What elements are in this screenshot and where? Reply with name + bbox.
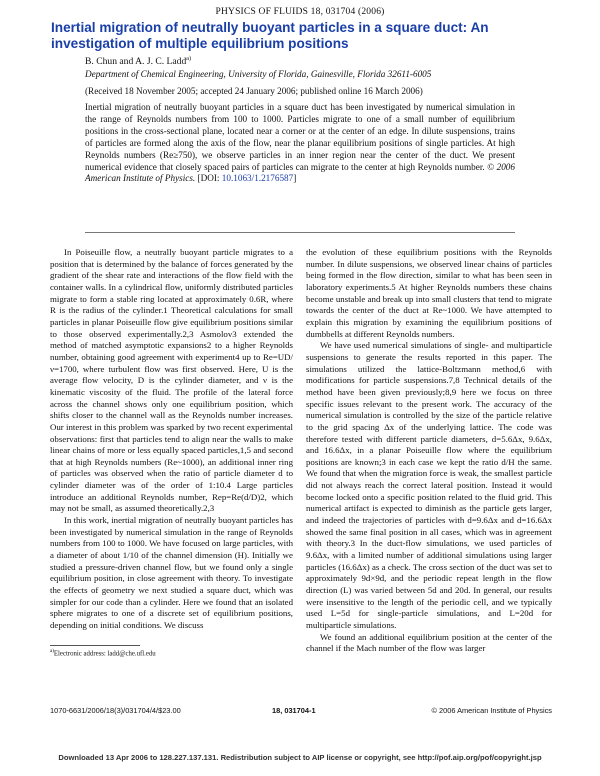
- author-names: B. Chun and A. J. C. Ladd: [85, 56, 187, 68]
- doi-link[interactable]: 10.1063/1.2176587: [221, 173, 294, 184]
- abstract: [85, 102, 515, 185]
- affiliation: Department of Chemical Engineering, University of Florida, Gainesville, Florida 32611-6005: [85, 69, 432, 79]
- author-footnote-mark: a): [186, 56, 191, 62]
- footnote-text: Electronic address: ladd@che.ufl.edu: [53, 650, 156, 658]
- authors: [85, 56, 191, 67]
- abstract-text: Inertial migration of neutrally buoyant particles in a square duct has been investigated by numerical simulation in the range of Reynolds numbers from 100 to 1000. Particles migrate to one of a small number of equilibrium positions in the cross-sectional plane, located near a corner or at the center of an edge. In dilute suspensions, trains of particles are formed along the axis of the flow, near the planar equilibrium positions of single particles. At high Reynolds numbers (Re≥750), we observe particles in an inner region near the center of the duct. We present numerical evidence that closely spaced pairs of particles can migrate to the center at high Reynolds number.: [85, 102, 515, 172]
- body-paragraph: We found an additional equilibrium position at the center of the channel if the Mach number of the flow was larger: [306, 631, 552, 654]
- doi-prefix: [DOI:: [197, 173, 220, 184]
- paper-title: Inertial migration of neutrally buoyant particles in a square duct: An investigation of multiple equilibrium positions: [51, 20, 489, 51]
- footer-issn: 1070-6631/2006/18(3)/031704/4/$23.00: [50, 706, 181, 715]
- footnote-divider: [50, 645, 140, 646]
- right-column: [306, 247, 552, 655]
- body-paragraph: We have used numerical simulations of single- and multiparticle suspensions to generate the results reported in this paper. The simulations utilized the lattice-Boltzmann method,6 with modifications for particle suspensions.7,8 Technical details of the method have been given previously;8,9 here we focus on three specific issues relevant to the present work. The accuracy of the numerical simulation is controlled by the size of the particle relative to the grid spacing Δx of the underlying lattice. The code was therefore tested with different particle diameters, d=5.6Δx, 9.6Δx, and 16.6Δx, in a planar Poiseuille flow where the equilibrium positions are known;3 in each case we kept the ratio d/H the same. We found that when the migration force is weak, the smallest particle did not always reach the correct lateral position. Instead it would become locked onto a specific position related to the fluid grid. This numerical artifact is expected to diminish as the particle gets larger, and indeed the trajectories of particles with d=9.6Δx and d=16.6Δx showed the same final position in all cases, which was in agreement with theory.3 In the duct-flow simulations, we used particles of 9.6Δx, with a limited number of additional simulations using larger particles (16.6Δx) as a check. The cross section of the duct was set to approximately 9d×9d, and the periodic repeat length in the flow direction (L) was varied between 5d and 20d. In general, our results were insensitive to the length of the periodic cell, and we typically used L=5d for single-particle simulations, and L=20d for multiparticle simulations.: [306, 340, 552, 630]
- body-paragraph: In this work, inertial migration of neutrally buoyant particles has been investigated by numerical simulation in the range of Reynolds numbers from 100 to 1000. We have focused on large particles, with a diameter of about 1/10 of the channel dimension (H). Initially we studied a pressure-driven channel flow, but we found only a single equilibrium position, in close agreement with theory. To investigate the effects of geometry we next studied a square duct, which was simpler for our code than a cylinder. Here we found that an isolated sphere migrates to one of a discrete set of equilibrium positions, depending on initial conditions. We discuss: [50, 515, 293, 630]
- left-column: [50, 247, 293, 632]
- abstract-divider: [85, 232, 515, 233]
- running-header: PHYSICS OF FLUIDS 18, 031704 (2006): [215, 7, 385, 17]
- download-notice: Downloaded 13 Apr 2006 to 128.227.137.131. Redistribution subject to AIP license or copyright, see http://pof.aip.org/pof/copyright.jsp: [58, 753, 542, 762]
- footer-copyright: © 2006 American Institute of Physics: [431, 706, 552, 715]
- footer-page-number: 18, 031704-1: [272, 706, 316, 715]
- footnote-mark: a): [50, 649, 54, 654]
- abstract-copyright: © 2006 American Institute of Physics.: [85, 161, 515, 184]
- received-dates: (Received 18 November 2005; accepted 24 January 2006; published online 16 March 2006): [85, 86, 423, 96]
- doi-suffix: ]: [293, 173, 297, 184]
- footnote: [50, 649, 156, 657]
- body-paragraph: the evolution of these equilibrium positions with the Reynolds number. In dilute suspensions, we observed linear chains of particles being formed in the flow direction, similar to what has been seen in laboratory experiments.5 At higher Reynolds numbers these chains become unstable and break up into small clusters that tend to migrate towards the center of the duct at Re~1000. We have attempted to explain this migration by examining the equilibrium positions of dumbbells at different Reynolds numbers.: [306, 247, 552, 339]
- body-paragraph: In Poiseuille flow, a neutrally buoyant particle migrates to a position that is determined by the balance of forces generated by the gradient of the shear rate and interactions of the flow field with the container walls. In a cylindrical flow, uniformly distributed particles migrate to form a stable ring located at approximately 0.6R, where R is the radius of the cylinder.1 Theoretical calculations for small particles in planar Poiseuille flow give equilibrium positions similar to those observed experimentally.2,3 Asmolov3 extended the method of matched asymptotic expansions2 to a higher Reynolds number, obtaining good agreement with experiment4 up to Re=UD/ν=1700, where turbulent flow was first observed. Here, U is the average flow velocity, D is the cylinder diameter, and ν is the kinematic viscosity of the fluid. The profile of the lateral force across the channel shows only one equilibrium position, which shifts closer to the channel wall as the Reynolds number increases. Our interest in this problem was sparked by two recent experimental observations: first that particles tend to align near the walls to make linear chains of more or less equally spaced particles,1,5 and second that at high Reynolds numbers (Re~1000), an additional inner ring of particles was observed when the ratio of particle diameter d to cylinder diameter was of the order of 1:10.4 Large particles introduce an additional Reynolds number, Rep=Re(d/D)2, which may not be small, as assumed theoretically.2,3: [50, 247, 293, 514]
